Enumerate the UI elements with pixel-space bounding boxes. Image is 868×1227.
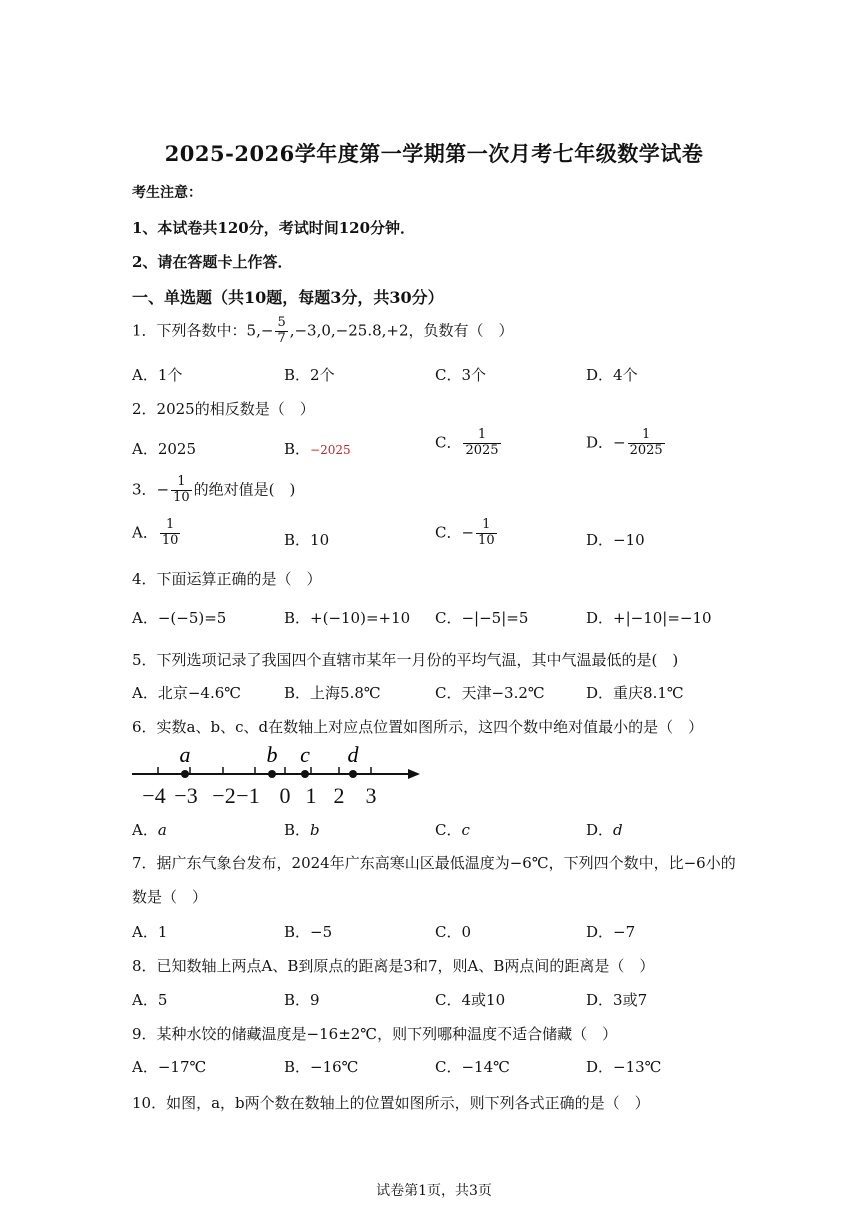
question-2-stem: 2．2025的相反数是（ ） <box>132 400 315 418</box>
axis-ticks <box>158 767 371 774</box>
notice-heading: 考生注意： <box>132 185 202 201</box>
axis-points <box>180 742 360 778</box>
q5-option-b: B．上海5.8℃ <box>284 684 381 702</box>
question-4-stem: 4．下面运算正确的是（ ） <box>132 570 322 588</box>
q9-option-d: D．−13℃ <box>586 1058 662 1076</box>
axis-tick-label: 3 <box>365 783 377 808</box>
q1-option-a: A．1个 <box>132 366 183 384</box>
point-b-dot <box>268 770 276 778</box>
page-title: 2025-2026学年度第一学期第一次月考七年级数学试卷 <box>164 141 704 166</box>
q2-option-a: A．2025 <box>132 440 197 458</box>
q9-option-c: C．−14℃ <box>435 1058 510 1076</box>
axis-tick-label: −4 <box>142 783 166 808</box>
q5-option-d: D．重庆8.1℃ <box>586 684 684 702</box>
q6-option-b: B．b <box>284 821 320 839</box>
q8-option-a: A．5 <box>132 991 168 1009</box>
q1-option-c: C．3个 <box>435 366 487 384</box>
axis-tick-labels <box>142 783 376 808</box>
notice-line-1: 1、本试卷共120分，考试时间120分钟． <box>132 219 416 237</box>
axis-tick-label: 0 <box>279 783 291 808</box>
q6-option-c: C．c <box>435 821 470 839</box>
q2-option-d: D．− $\frac{1}{2025}$ <box>586 427 663 458</box>
q8-option-b: B．9 <box>284 991 320 1009</box>
q9-option-a: A．−17℃ <box>132 1058 207 1076</box>
q6-option-a: A．a <box>132 821 167 839</box>
question-3-stem: 3．− $\frac{1}{10}$ 的绝对值是( ) <box>132 474 296 505</box>
q9-option-b: B．−16℃ <box>284 1058 359 1076</box>
q5-option-c: C．天津−3.2℃ <box>435 684 545 702</box>
q5-option-a: A．北京−4.6℃ <box>132 684 242 702</box>
page-footer: 试卷第1页，共3页 <box>376 1183 492 1199</box>
question-9-stem: 9．某种水饺的储藏温度是−16±2℃，则下列哪种温度不适合储藏（ ） <box>132 1025 618 1043</box>
question-10-stem: 10．如图，a，b两个数在数轴上的位置如图所示，则下列各式正确的是（ ） <box>132 1094 650 1112</box>
q7-option-b: B．−5 <box>284 923 333 941</box>
point-c-label: c <box>300 742 310 767</box>
axis-tick-label: −3 <box>174 783 198 808</box>
fraction: $\frac{5}{7}$ <box>277 315 286 346</box>
q8-option-d: D．3或7 <box>586 991 648 1009</box>
q7-option-c: C．0 <box>435 923 472 941</box>
q3-option-c: C．− $\frac{1}{10}$ <box>435 517 495 548</box>
question-8-stem: 8．已知数轴上两点A、B到原点的距离是3和7，则A、B两点间的距离是（ ） <box>132 957 655 975</box>
q4-option-d: D．+|−10|=−10 <box>586 609 712 627</box>
point-d-label: d <box>347 742 359 767</box>
point-d-dot <box>349 770 357 778</box>
axis-tick-label: −1 <box>236 783 260 808</box>
q3-option-b: B．10 <box>284 531 330 549</box>
notice-line-2: 2、请在答题卡上作答． <box>132 253 293 271</box>
point-a-dot <box>181 770 189 778</box>
q1-option-b: B．2个 <box>284 366 335 384</box>
q8-option-c: C．4或10 <box>435 991 506 1009</box>
question-7-stem-line1: 7．据广东气象台发布，2024年广东高寒山区最低温度为−6℃，下列四个数中，比−6小的 <box>132 854 736 872</box>
q7-option-a: A．1 <box>132 923 168 941</box>
q3-option-a: A． $\frac{1}{10}$ <box>132 517 179 548</box>
q6-option-d: D．d <box>586 821 623 839</box>
axis-tick-label: −2 <box>212 783 236 808</box>
axis-tick-label: 1 <box>305 783 317 808</box>
q4-option-a: A．−(−5)=5 <box>132 609 227 627</box>
q2-option-b: B．−2025 <box>284 440 351 458</box>
question-1-stem: 1．下列各数中：5,− $\frac{5}{7}$ ,−3,0,−25.8,+2，负数有（ ） <box>132 315 514 346</box>
question-5-stem: 5．下列选项记录了我国四个直辖市某年一月份的平均气温，其中气温最低的是( ) <box>132 651 679 669</box>
q7-option-d: D．−7 <box>586 923 636 941</box>
q2-option-c: C． $\frac{1}{2025}$ <box>435 427 499 458</box>
q1-option-d: D．4个 <box>586 366 638 384</box>
question-6-stem: 6．实数a、b、c、d在数轴上对应点位置如图所示，这四个数中绝对值最小的是（ ） <box>132 718 704 736</box>
point-b-label: b <box>266 742 278 767</box>
q3-option-d: D．−10 <box>586 531 645 549</box>
axis-arrow-icon <box>408 769 420 779</box>
q4-option-b: B．+(−10)=+10 <box>284 609 411 627</box>
axis-tick-label: 2 <box>333 783 345 808</box>
question-7-stem-line2: 数是（ ） <box>132 888 208 906</box>
q4-option-c: C．−|−5|=5 <box>435 609 529 627</box>
section-heading: 一、单选题（共10题，每题3分，共30分） <box>132 288 444 307</box>
point-c-dot <box>301 770 309 778</box>
number-line-figure <box>128 740 428 810</box>
point-a-label: a <box>179 742 191 767</box>
